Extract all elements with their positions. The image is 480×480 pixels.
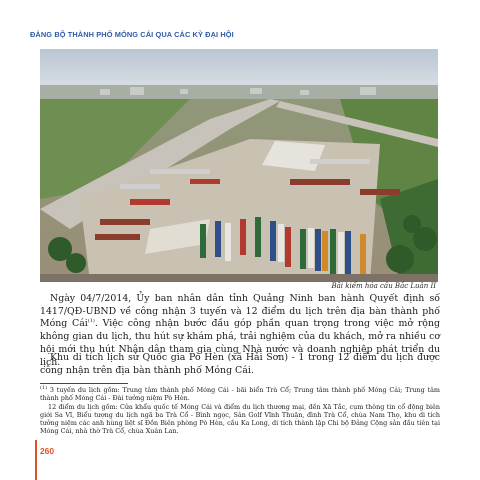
footnote-2-text: 12 điểm du lịch gồm: Cửa khẩu quốc tế Móng Cái và điểm du lịch thương mại, đền Xã Tắc, cụm thông tin cổ động biên giới Sa Vĩ, Biểu tượng du lịch ngã ba Trà Cổ - Bình ngọc, Sân Golf Vĩnh Thuận, đình Trà Cổ, chùa Nam Thọ, khu di tích tưởng niệm các anh hùng liệt sĩ Đồn Biên phòng Pò Hèn, cầu Ka Long, di tích thành lập Chi bộ Đảng Cộng sản đầu tiên tại Móng Cái, nhà thờ Trà Cổ, chùa Xuân Lan. [40,402,440,436]
footnote-divider [40,383,128,384]
footnote-2 [40,403,440,436]
page-marker-bar [35,440,37,480]
photo-caption: Bãi kiểm hóa cầu Bắc Luân II [331,282,436,290]
paragraph-2-text: Khu di tích lịch sử Quốc gia Pò Hèn (xã Hải Sơn) - 1 trong 12 điểm du lịch được công nhận trên địa bàn thành phố Móng Cái. [40,352,440,376]
footnote-1-text: 3 tuyến du lịch gồm: Trung tâm thành phố Móng Cái - bãi biển Trà Cổ; Trung tâm thành phố Móng Cái; Trung tâm thành phố Móng Cái - Đài tưởng niệm Pò Hèn. [40,386,440,403]
body-paragraph-2 [40,352,440,377]
page-number: 260 [40,446,54,456]
running-header: ĐẢNG BỘ THÀNH PHỐ MÓNG CÁI QUA CÁC KỲ ĐẠI HỘI [30,30,234,39]
paragraph-1-text-b: . Việc công nhận bước đầu góp phần quan trọng trong việc mở rộng không gian du lịch, thu hút sự khám phá, trải nghiệm của du khách, mở ra nhiều cơ hội mới thu hút Nhân dân tham gia cùng Nhà nước và doanh nghiệp phát triển du lịch. [40,318,440,368]
footnote-ref-1: (1) [87,318,95,325]
footnote-1 [40,386,440,403]
paragraph-1-text-a: Ngày 04/7/2014, Ủy ban nhân dân tỉnh Quảng Ninh ban hành Quyết định số 1417/QĐ-UBND về công nhận 3 tuyến và 12 điểm du lịch trên địa bàn thành phố Móng Cái [40,293,440,330]
footnote-1-ref: (1) [40,384,48,391]
aerial-photo-inspection-yard [40,49,438,282]
footnotes [40,386,440,436]
